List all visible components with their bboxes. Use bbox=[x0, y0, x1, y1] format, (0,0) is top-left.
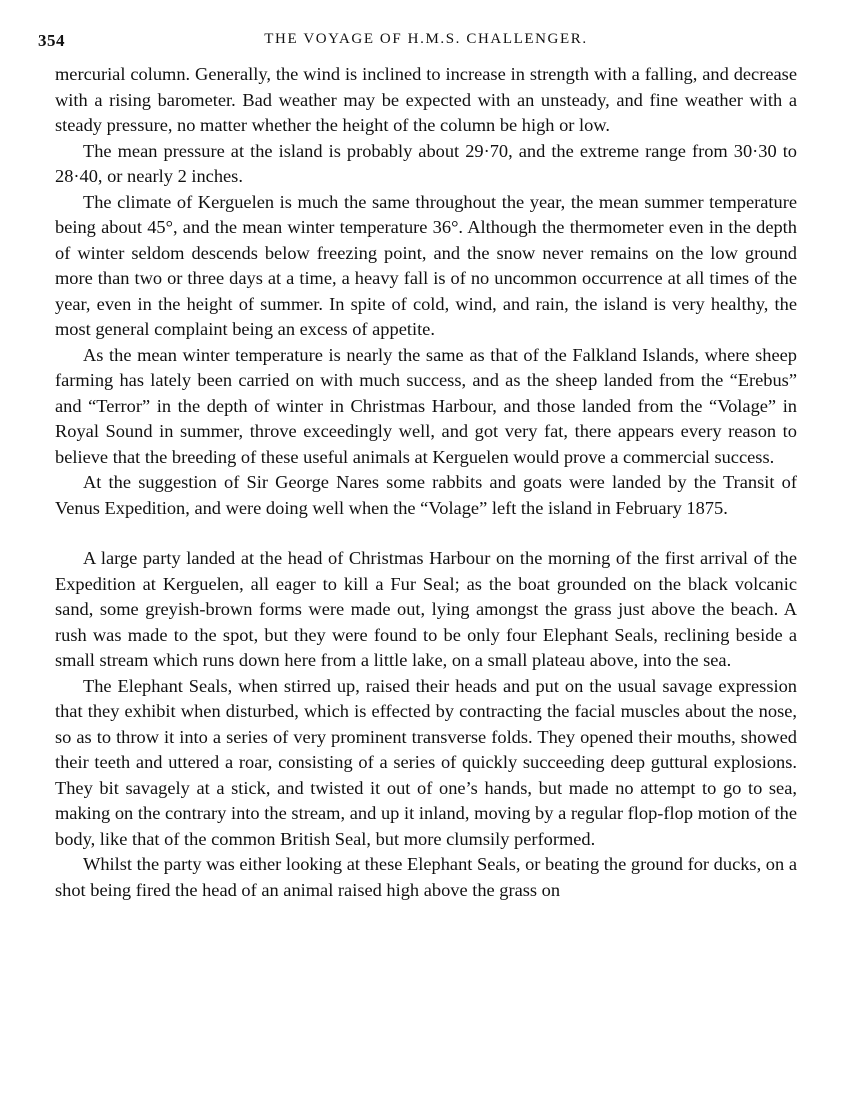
paragraph-rabbits-goats: At the suggestion of Sir George Nares some rabbits and goats were landed by the Transit of Venus Expedition, and were doing well when the “Volage” left the island in February 1875. bbox=[55, 472, 797, 518]
running-title: THE VOYAGE OF H.M.S. CHALLENGER. bbox=[264, 31, 588, 47]
paragraph-climate: The climate of Kerguelen is much the same throughout the year, the mean summer temperature being about 45°, and the mean winter temperature 36°. Although the thermometer even in the depth of winter seldom descends below freezing point, and the snow never remains on the low ground more than two or three days at a time, a heavy fall is of no uncommon occurrence at all times of the year, even in the height of summer. In spite of cold, wind, and rain, the island is very healthy, the most general complaint being an excess of appetite. bbox=[55, 191, 797, 339]
paragraph-sheep-farming: As the mean winter temperature is nearly the same as that of the Falkland Islands, where sheep farming has lately been carried on with much success, and as the sheep landed from the “Erebus” and “Terror” in the depth of winter in Christmas Harbour, and those landed from the “Volage” in Royal Sound in summer, throve exceedingly well, and got very fat, there appears every reason to believe that the breeding of these useful animals at Kerguelen would prove a commercial success. bbox=[55, 344, 797, 467]
paragraph-mean-pressure: The mean pressure at the island is probably about 29·70, and the extreme range from 30·30 to 28·40, or nearly 2 inches. bbox=[55, 140, 797, 186]
paragraph-elephant-seals: The Elephant Seals, when stirred up, raised their heads and put on the usual savage expression that they exhibit when disturbed, which is effected by contracting the facial muscles about the nose, so as to throw it into a series of very prominent transverse folds. They opened their mouths, showed their teeth and uttered a roar, consisting of a series of quickly succeeding deep guttural explosions. They bit savagely at a stick, and twisted it out of one’s hands, but made no attempt to go to sea, making on the contrary into the stream, and up it inland, moving by a regular flop-flop motion of the body, like that of the common British Seal, but more clumsily performed. bbox=[55, 675, 797, 849]
page-number: 354 bbox=[38, 31, 65, 50]
paragraph-shot-fired: Whilst the party was either looking at these Elephant Seals, or beating the ground for ducks, on a shot being fired the head of an animal raised high above the grass on bbox=[55, 854, 797, 900]
paragraph-barometer-continued: mercurial column. Generally, the wind is inclined to increase in strength with a falling, and decrease with a rising barometer. Bad weather may be expected with an unsteady, and fine weather with a steady pressure, no matter whether the height of the column be high or low. bbox=[55, 64, 797, 135]
paragraph-landing-party: A large party landed at the head of Christmas Harbour on the morning of the first arrival of the Expedition at Kerguelen, all eager to kill a Fur Seal; as the boat grounded on the black volcanic sand, some greyish-brown forms were made out, lying amongst the grass just above the beach. A rush was made to the spot, but they were found to be only four Elephant Seals, reclining beside a small stream which runs down here from a little lake, on a small plateau above, into the sea. bbox=[55, 548, 797, 670]
section-break bbox=[55, 521, 797, 546]
body-text bbox=[55, 62, 797, 903]
book-page bbox=[38, 0, 797, 903]
page-header bbox=[38, 0, 797, 62]
